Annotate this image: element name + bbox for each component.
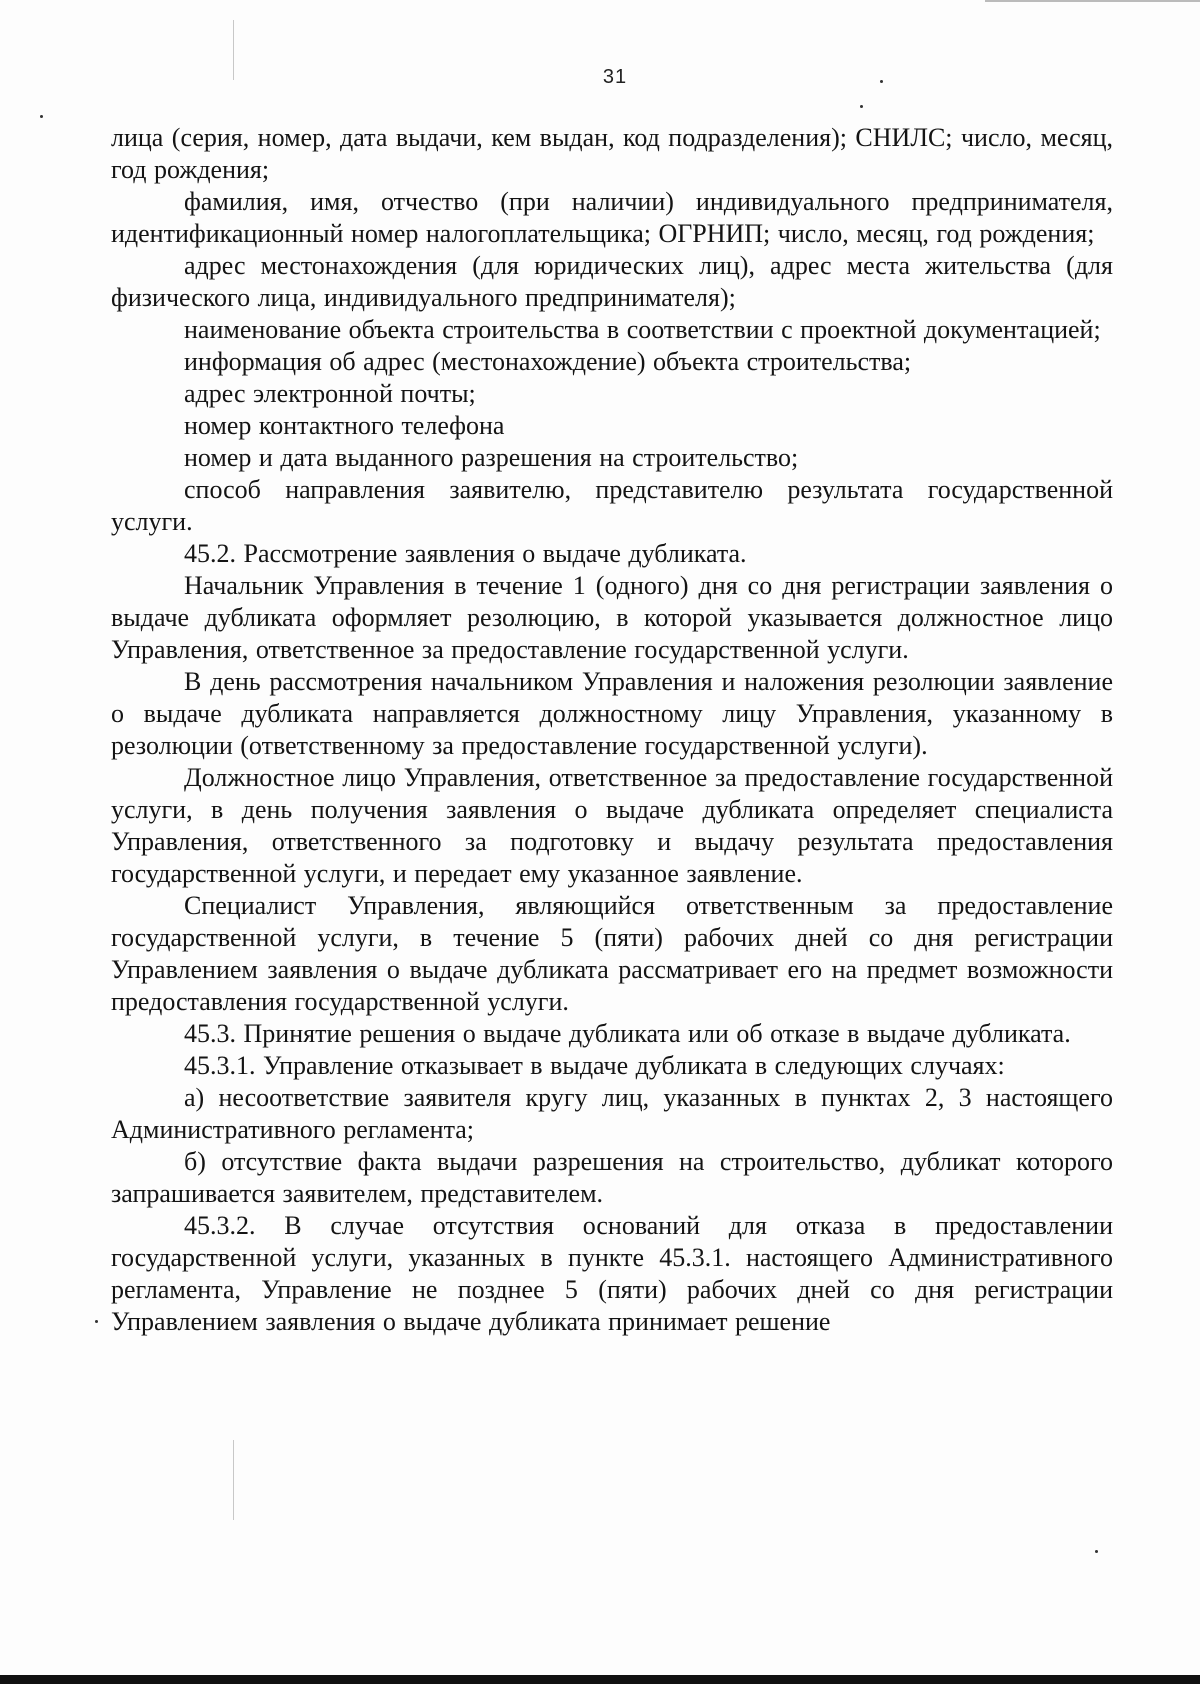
paragraph: информация об адрес (местонахождение) объекта строительства; (184, 347, 912, 376)
scan-artifact-dot (1095, 1550, 1098, 1553)
paragraph: В день рассмотрения начальником Управления и наложения резолюции заявление о выдаче дубликата направляется должностному лицу Управления, указанному в резолюции (ответственному за предоставление государственной услуги). (111, 667, 1113, 760)
scan-artifact-dot (40, 115, 43, 118)
paragraph: номер и дата выданного разрешения на строительство; (184, 443, 799, 472)
paragraph: 45.3.1. Управление отказывает в выдаче дубликата в следующих случаях: (184, 1051, 1005, 1080)
scan-artifact-dot (95, 1320, 98, 1323)
paragraph: фамилия, имя, отчество (при наличии) индивидуального предпринимателя, идентификационный номер налогоплательщика; ОГРНИП; число, месяц, год рождения; (111, 187, 1113, 248)
paragraph: 45.3.2. В случае отсутствия оснований для отказа в предоставлении государственной услуги, указанных в пункте 45.3.1. настоящего Административного регламента, Управление не позднее 5 (пяти) рабочих дней со дня регистрации Управлением заявления о выдаче дубликата принимает решение (111, 1211, 1113, 1336)
list-item: а) несоответствие заявителя кругу лиц, указанных в пунктах 2, 3 настоящего Административного регламента; (111, 1083, 1113, 1144)
paragraph: номер контактного телефона (184, 411, 505, 440)
paragraph: наименование объекта строительства в соответствии с проектной документацией; (184, 315, 1101, 344)
scan-artifact-bottom (0, 1675, 1200, 1684)
paragraph: адрес местонахождения (для юридических лиц), адрес места жительства (для физического лица, индивидуального предпринимателя); (111, 251, 1113, 312)
paragraph: лица (серия, номер, дата выдачи, кем выдан, код подразделения); СНИЛС; число, месяц, год рождения; (111, 123, 1113, 184)
paragraph: Должностное лицо Управления, ответственное за предоставление государственной услуги, в день получения заявления о выдаче дубликата определяет специалиста Управления, ответственного за подготовку и выдачу результата предоставления государственной услуги, и передает ему указанное заявление. (111, 763, 1113, 888)
scan-artifact-dot (860, 105, 863, 108)
paragraph: способ направления заявителю, представителю результата государственной услуги. (111, 475, 1113, 536)
page-number: 31 (602, 66, 628, 88)
scan-artifact-top (985, 0, 1200, 2)
paragraph: Начальник Управления в течение 1 (одного) дня со дня регистрации заявления о выдаче дубликата оформляет резолюцию, в которой указывается должностное лицо Управления, ответственное за предоставление государственной услуги. (111, 571, 1113, 664)
paragraph: адрес электронной почты; (184, 379, 476, 408)
paragraph: Специалист Управления, являющийся ответственным за предоставление государственной услуги, в течение 5 (пяти) рабочих дней со дня регистрации Управлением заявления о выдаче дубликата рассматривает его на предмет возможности предоставления государственной услуги. (111, 891, 1113, 1016)
section-heading: 45.3. Принятие решения о выдаче дубликата или об отказе в выдаче дубликата. (184, 1019, 1071, 1048)
document-body (111, 122, 1113, 1338)
scan-artifact-vline (233, 1440, 234, 1520)
section-heading: 45.2. Рассмотрение заявления о выдаче дубликата. (184, 539, 747, 568)
list-item: б) отсутствие факта выдачи разрешения на строительство, дубликат которого запрашивается заявителем, представителем. (111, 1147, 1113, 1208)
